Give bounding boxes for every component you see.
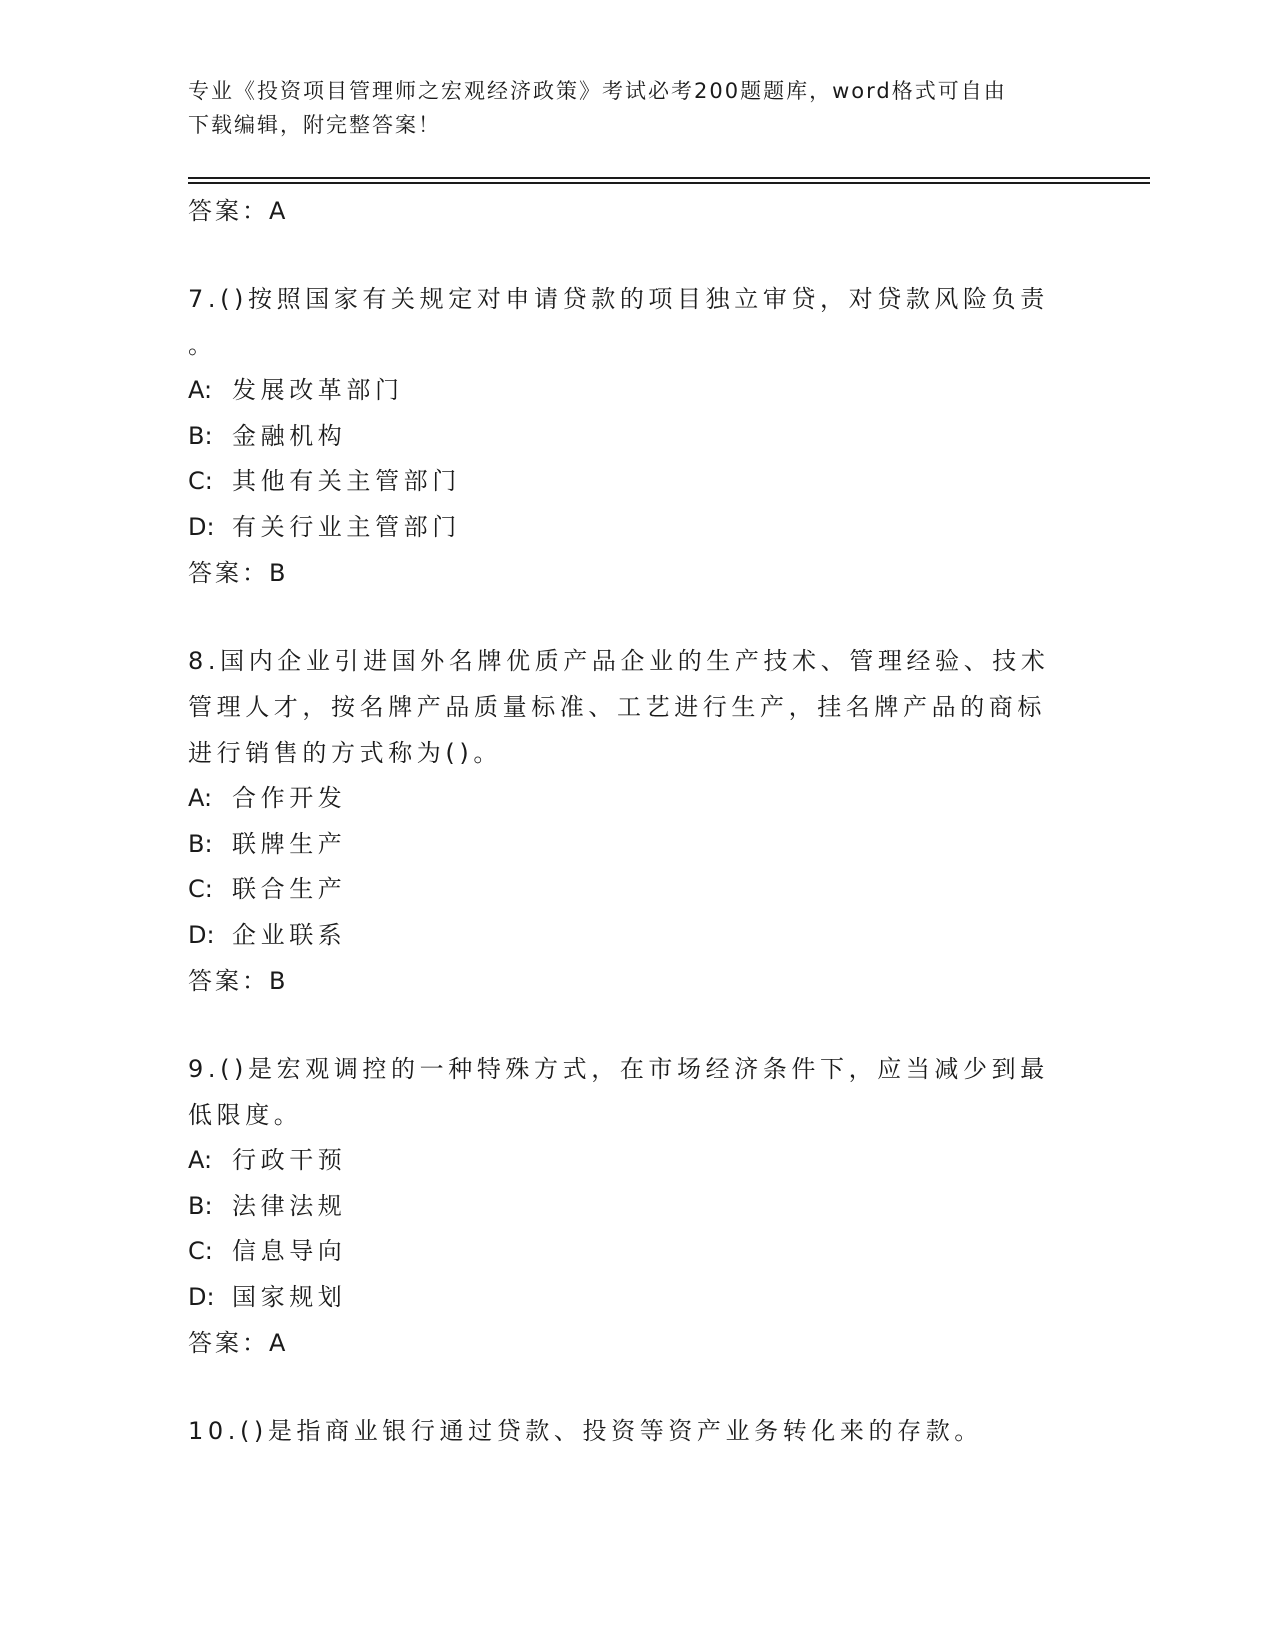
option-key: C: [188, 875, 213, 903]
option-a [188, 368, 1068, 414]
header-line-1: 专业《投资项目管理师之宏观经济政策》考试必考200题题库，word格式可自由 [188, 79, 1007, 103]
question-text [188, 1408, 1068, 1454]
option-key: C: [188, 1237, 213, 1265]
option-key: A: [188, 1146, 213, 1174]
option-key: B: [188, 421, 213, 450]
option-text: 其他有关主管部门 [232, 467, 461, 495]
option-text: 有关行业主管部门 [232, 512, 461, 541]
header-rule-bottom [188, 182, 1150, 184]
option-text: 法律法规 [232, 1191, 347, 1220]
answer-line: 答案：B [188, 559, 289, 587]
option-d [188, 913, 1068, 959]
previous-answer: 答案：A [188, 197, 289, 225]
question-text [188, 1046, 1068, 1138]
option-key: D: [188, 1282, 215, 1311]
question-list [188, 188, 1068, 1454]
option-key: A: [188, 376, 213, 404]
option-text: 金融机构 [232, 421, 347, 450]
option-c [188, 459, 1068, 505]
option-key: C: [188, 467, 213, 495]
header-rule-top [188, 177, 1150, 179]
question-line: 。 [188, 331, 217, 359]
question-line: 8.国内企业引进国外名牌优质产品企业的生产技术、管理经验、技术 [188, 647, 1050, 675]
question-line: 9.()是宏观调控的一种特殊方式，在市场经济条件下，应当减少到最 [188, 1055, 1049, 1083]
option-text: 发展改革部门 [232, 376, 404, 404]
option-text: 信息导向 [232, 1237, 347, 1265]
option-c [188, 867, 1068, 913]
option-text: 行政干预 [232, 1146, 347, 1174]
option-a [188, 776, 1068, 822]
option-key: A: [188, 784, 213, 812]
option-text: 联合生产 [232, 875, 347, 903]
document-header [188, 74, 1068, 142]
option-d [188, 505, 1068, 551]
option-b [188, 822, 1068, 868]
option-d [188, 1275, 1068, 1321]
option-b [188, 1184, 1068, 1230]
option-key: D: [188, 920, 215, 949]
question-line: 10.()是指商业银行通过贷款、投资等资产业务转化来的存款。 [188, 1417, 983, 1445]
question-line: 进行销售的方式称为()。 [188, 739, 502, 767]
header-line-2: 下载编辑，附完整答案！ [188, 113, 441, 137]
question-line: 低限度。 [188, 1101, 303, 1129]
answer-line: 答案：B [188, 967, 289, 995]
option-key: B: [188, 1191, 213, 1220]
question-line: 管理人才，按名牌产品质量标准、工艺进行生产，挂名牌产品的商标 [188, 693, 1046, 721]
option-a [188, 1138, 1068, 1184]
question-text [188, 276, 1068, 368]
option-text: 联牌生产 [232, 829, 347, 858]
option-text: 企业联系 [232, 920, 347, 949]
option-b [188, 414, 1068, 460]
option-text: 合作开发 [232, 784, 347, 812]
option-c [188, 1229, 1068, 1275]
option-key: B: [188, 829, 213, 858]
answer-line: 答案：A [188, 1329, 289, 1357]
option-key: D: [188, 512, 215, 541]
option-text: 国家规划 [232, 1282, 347, 1311]
question-text [188, 638, 1068, 776]
question-line: 7.()按照国家有关规定对申请贷款的项目独立审贷，对贷款风险负责 [188, 285, 1049, 313]
